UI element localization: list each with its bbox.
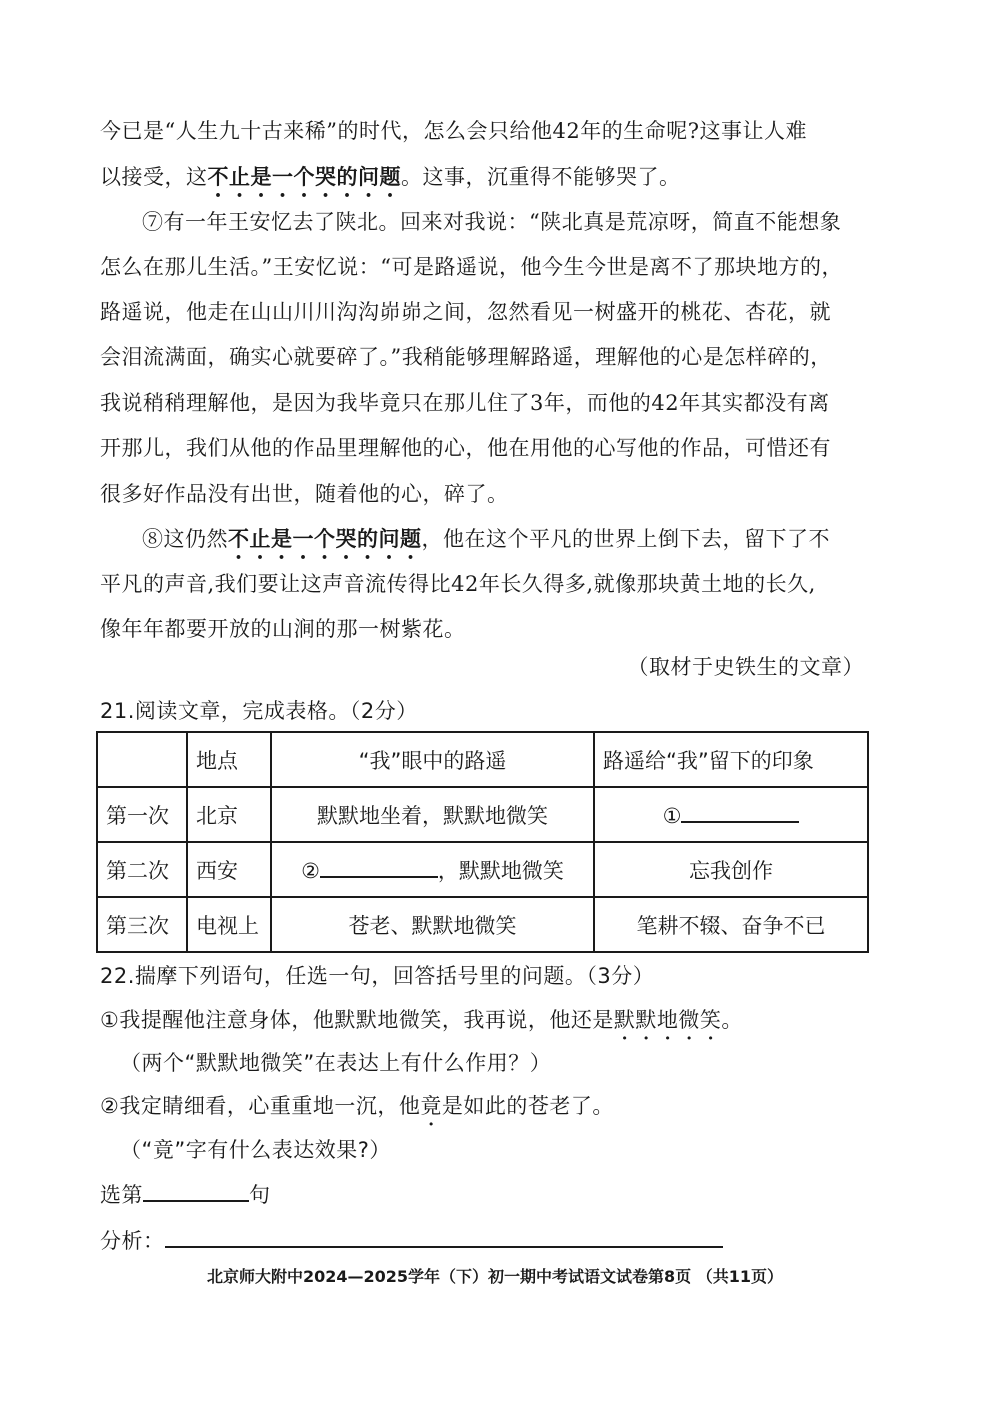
passage-line: 开那儿，我们从他的作品里理解他的心，他在用他的心写他的作品，可惜还有 <box>100 436 831 460</box>
source-note: （取材于史铁生的文章） <box>627 655 864 679</box>
text-run: ②我定睛细看，心重重地一沉，他 <box>100 1094 421 1118</box>
table-row <box>97 897 868 952</box>
impression-cell: 笔耕不辍、奋争不已 <box>594 897 868 952</box>
time-cell: 第二次 <box>97 842 187 897</box>
choose-line <box>100 1180 271 1209</box>
header-cell: 路遥给“我”留下的印象 <box>594 732 868 787</box>
q22-question-2: （“竟”字有什么表达效果?） <box>120 1138 391 1162</box>
place-cell: 电视上 <box>187 897 271 952</box>
answer-blank[interactable] <box>320 856 438 878</box>
view-cell: 默默地坐着，默默地微笑 <box>271 787 594 842</box>
passage-line: 像年年都要开放的山涧的那一树紫花。 <box>100 617 466 641</box>
q21-table <box>96 731 869 953</box>
place-cell: 北京 <box>187 787 271 842</box>
passage-line: 今已是“人生九十古来稀”的时代，怎么会只给他42年的生命呢?这事让人难 <box>100 119 807 143</box>
passage-line: 平凡的声音,我们要让这声音流传得比42年长久得多,就像那块黄土地的长久, <box>100 572 816 596</box>
text-run: 。 <box>721 1008 743 1032</box>
place-cell: 西安 <box>187 842 271 897</box>
passage-line: ⑦有一年王安忆去了陕北。回来对我说：“陕北真是荒凉呀，简直不能想象 <box>142 210 842 234</box>
view-cell <box>271 842 594 897</box>
header-cell <box>97 732 187 787</box>
q22-stem: 22.揣摩下列语句，任选一句，回答括号里的问题。（3分） <box>100 964 655 988</box>
passage-line <box>100 163 681 202</box>
q22-question-1: （两个“默默地微笑”在表达上有什么作用？） <box>120 1051 552 1075</box>
text-run: 句 <box>249 1183 271 1207</box>
passage-line: 很多好作品没有出世，随着他的心，碎了。 <box>100 482 509 506</box>
emphasized-phrase: 默默地微笑 <box>613 1008 722 1032</box>
emphasized-char: 竟 <box>420 1094 442 1118</box>
view-cell: 苍老、默默地微笑 <box>271 897 594 952</box>
choose-blank[interactable] <box>143 1180 249 1202</box>
text-run: 以接受，这 <box>100 165 208 189</box>
text-run: 分析： <box>100 1229 165 1253</box>
blank-number: ② <box>301 858 320 883</box>
answer-blank[interactable] <box>681 801 799 823</box>
passage-line: 会泪流满面，确实心就要碎了。”我稍能够理解路遥，理解他的心是怎样碎的， <box>100 345 832 369</box>
text-run: ①我提醒他注意身体，他默默地微笑，我再说，他还是 <box>100 1008 614 1032</box>
table-row <box>97 842 868 897</box>
emphasized-phrase: 不止是一个哭的问题 <box>228 526 422 551</box>
analysis-line <box>100 1226 723 1255</box>
time-cell: 第三次 <box>97 897 187 952</box>
analysis-blank[interactable] <box>165 1226 723 1248</box>
passage-line: 路遥说，他走在山山川川沟沟峁峁之间，忽然看见一树盛开的桃花、杏花，就 <box>100 300 831 324</box>
passage-line: 怎么在那儿生活。”王安忆说：“可是路遥说，他今生今世是离不了那块地方的， <box>100 255 843 279</box>
table-row <box>97 787 868 842</box>
table-header-row <box>97 732 868 787</box>
emphasized-phrase: 不止是一个哭的问题 <box>207 164 401 189</box>
text-run: 选第 <box>100 1183 143 1207</box>
impression-cell: 忘我创作 <box>594 842 868 897</box>
impression-cell <box>594 787 868 842</box>
text-run: 。这事，沉重得不能够哭了。 <box>401 165 681 189</box>
text-run: 是如此的苍老了。 <box>441 1094 614 1118</box>
text-run: ，他在这个平凡的世界上倒下去，留下了不 <box>421 527 830 551</box>
time-cell: 第一次 <box>97 787 187 842</box>
blank-number: ① <box>662 804 682 828</box>
passage-line: 我说稍稍理解他，是因为我毕竟只在那儿住了3年，而他的42年其实都没有离 <box>100 391 830 415</box>
passage-line <box>142 525 830 564</box>
page-footer: 北京师大附中2024—2025学年（下）初一期中考试语文试卷第8页 （共11页） <box>206 1267 784 1286</box>
q22-sentence-1 <box>100 1006 743 1045</box>
q22-sentence-2 <box>100 1092 614 1131</box>
q21-stem: 21.阅读文章，完成表格。（2分） <box>100 699 418 723</box>
text-run: ⑧这仍然 <box>142 527 228 551</box>
header-cell: “我”眼中的路遥 <box>271 732 594 787</box>
header-cell: 地点 <box>187 732 271 787</box>
text-run: ，默默地微笑 <box>437 858 564 883</box>
